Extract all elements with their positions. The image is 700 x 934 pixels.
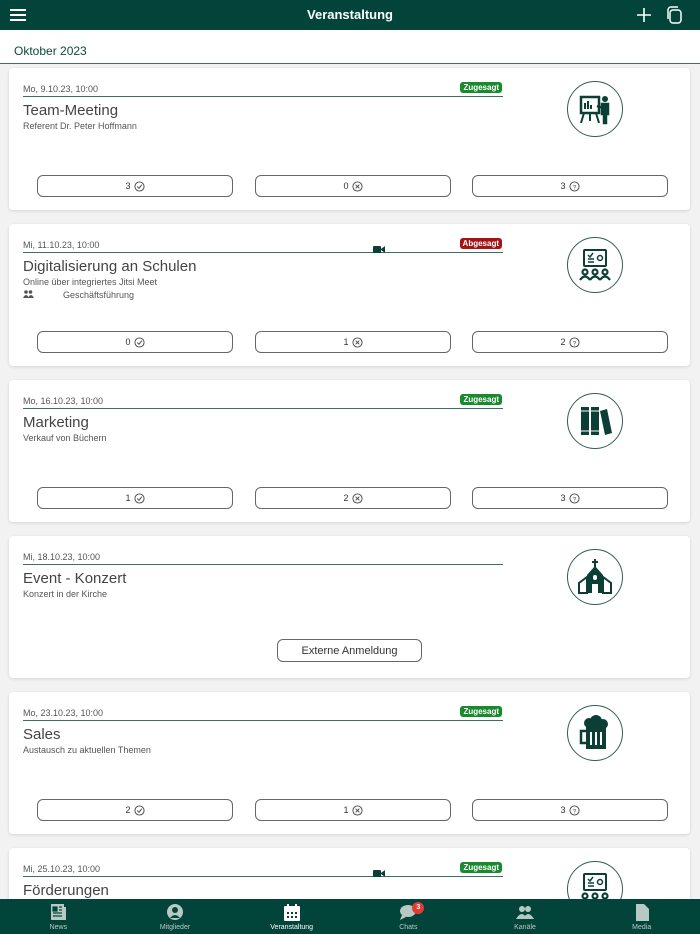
rsvp-yes-count: 1: [125, 493, 131, 503]
svg-text:?: ?: [572, 183, 576, 191]
event-card[interactable]: [9, 380, 690, 522]
page-title: Veranstaltung: [307, 7, 393, 22]
status-badge: Abgesagt: [460, 238, 502, 249]
rsvp-no-button[interactable]: [255, 799, 451, 821]
divider: [23, 96, 503, 97]
event-card[interactable]: [9, 224, 690, 366]
check-circle-icon: [134, 181, 145, 192]
divider: [23, 720, 503, 721]
nav-item-veranstaltung[interactable]: [233, 899, 350, 934]
question-circle-icon: [569, 805, 580, 816]
nav-label: Mitglieder: [159, 924, 191, 931]
svg-text:?: ?: [572, 495, 576, 503]
church-icon: [567, 549, 623, 605]
event-card[interactable]: [9, 68, 690, 210]
group-name: Geschäftsführung: [63, 290, 135, 300]
person-icon: [166, 903, 184, 921]
x-circle-icon: [352, 337, 363, 348]
status-badge: Zugesagt: [460, 394, 502, 405]
group-icon: [23, 290, 34, 298]
event-subtitle: Online über integriertes Jitsi Meet: [23, 277, 158, 287]
event-subtitle: Referent Dr. Peter Hoffmann: [23, 121, 137, 131]
rsvp-yes-button[interactable]: [37, 799, 233, 821]
nav-label: Media: [632, 924, 652, 931]
people-icon: [516, 903, 534, 921]
event-subtitle: Konzert in der Kirche: [23, 589, 108, 599]
divider: [23, 252, 503, 253]
video-icon: [373, 245, 385, 254]
add-icon[interactable]: [634, 5, 654, 25]
books-icon: [567, 393, 623, 449]
status-badge: Zugesagt: [460, 82, 502, 93]
beer-icon: [567, 705, 623, 761]
unread-badge: 3: [412, 902, 424, 914]
rsvp-no-count: 1: [343, 337, 349, 347]
divider: [23, 876, 503, 877]
video-icon: [373, 869, 385, 878]
rsvp-maybe-button[interactable]: [472, 331, 668, 353]
svg-text:?: ?: [572, 339, 576, 347]
rsvp-yes-count: 3: [125, 181, 131, 191]
event-card[interactable]: [9, 536, 690, 678]
document-icon: [633, 903, 651, 921]
month-label: Oktober 2023: [14, 44, 87, 58]
rsvp-no-count: 2: [343, 493, 349, 503]
svg-text:?: ?: [572, 807, 576, 815]
event-subtitle: Austausch zu aktuellen Themen: [23, 745, 151, 755]
event-date: Mi, 25.10.23, 10:00: [23, 864, 101, 874]
rsvp-maybe-count: 3: [560, 493, 566, 503]
rsvp-maybe-button[interactable]: [472, 175, 668, 197]
app-header: [0, 0, 700, 30]
status-badge: Zugesagt: [460, 706, 502, 717]
nav-item-news[interactable]: [0, 899, 117, 934]
question-circle-icon: [569, 337, 580, 348]
rsvp-no-button[interactable]: [255, 175, 451, 197]
nav-label: Kanäle: [514, 924, 536, 931]
rsvp-maybe-count: 2: [560, 337, 566, 347]
question-circle-icon: [569, 181, 580, 192]
event-card[interactable]: [9, 692, 690, 834]
bottom-nav: [0, 899, 700, 934]
newspaper-icon: [49, 903, 67, 921]
rsvp-no-button[interactable]: [255, 331, 451, 353]
calendar-icon: [283, 903, 301, 921]
question-circle-icon: [569, 493, 580, 504]
rsvp-maybe-count: 3: [560, 805, 566, 815]
nav-item-kanäle[interactable]: [467, 899, 584, 934]
x-circle-icon: [352, 805, 363, 816]
presentation-icon: [567, 81, 623, 137]
month-header: [0, 30, 700, 64]
check-circle-icon: [134, 337, 145, 348]
event-list[interactable]: [0, 64, 700, 899]
rsvp-yes-button[interactable]: [37, 175, 233, 197]
external-registration-button[interactable]: Externe Anmeldung: [277, 639, 422, 662]
classroom-icon: [567, 237, 623, 293]
event-date: Mi, 18.10.23, 10:00: [23, 552, 101, 562]
divider: [23, 408, 503, 409]
nav-label: News: [49, 924, 68, 931]
nav-item-mitglieder[interactable]: [117, 899, 234, 934]
nav-item-media[interactable]: [583, 899, 700, 934]
copy-icon[interactable]: [664, 5, 684, 25]
event-date: Mo, 23.10.23, 10:00: [23, 708, 104, 718]
rsvp-no-count: 0: [343, 181, 349, 191]
rsvp-no-button[interactable]: [255, 487, 451, 509]
nav-label: Chats: [399, 924, 418, 931]
x-circle-icon: [352, 181, 363, 192]
rsvp-yes-button[interactable]: [37, 487, 233, 509]
event-title[interactable]: Förderungen: [23, 882, 109, 899]
rsvp-maybe-count: 3: [560, 181, 566, 191]
event-date: Mo, 9.10.23, 10:00: [23, 84, 99, 94]
nav-item-chats[interactable]: [350, 899, 467, 934]
nav-label: Veranstaltung: [270, 924, 314, 931]
divider: [23, 564, 503, 565]
check-circle-icon: [134, 493, 145, 504]
event-group: [23, 290, 135, 300]
event-date: Mi, 11.10.23, 10:00: [23, 240, 100, 250]
event-title[interactable]: Marketing: [23, 414, 89, 431]
event-title[interactable]: Team-Meeting: [23, 102, 119, 119]
rsvp-yes-count: 0: [125, 337, 131, 347]
event-subtitle: Verkauf von Büchern: [23, 433, 107, 443]
rsvp-maybe-button[interactable]: [472, 487, 668, 509]
event-title[interactable]: Digitalisierung an Schulen: [23, 258, 197, 275]
status-badge: Zugesagt: [460, 862, 502, 873]
rsvp-no-count: 1: [343, 805, 349, 815]
event-date: Mo, 16.10.23, 10:00: [23, 396, 104, 406]
event-title[interactable]: Sales: [23, 726, 61, 743]
rsvp-yes-count: 2: [125, 805, 131, 815]
rsvp-yes-button[interactable]: [37, 331, 233, 353]
event-title[interactable]: Event - Konzert: [23, 570, 127, 587]
check-circle-icon: [134, 805, 145, 816]
x-circle-icon: [352, 493, 363, 504]
rsvp-maybe-button[interactable]: [472, 799, 668, 821]
